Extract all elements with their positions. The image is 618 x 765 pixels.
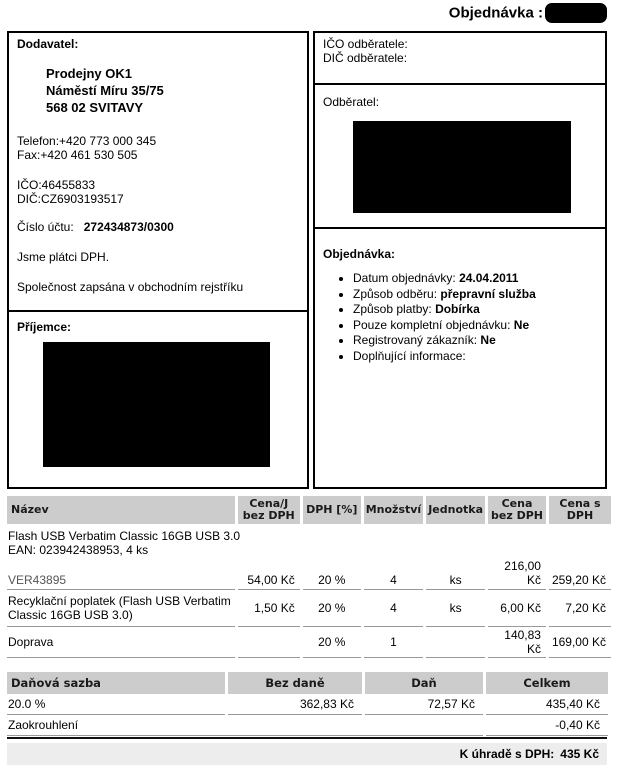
item-row-1-values xyxy=(7,558,611,590)
order-detail-registered: • Registrovaný zákazník: Ne xyxy=(353,333,597,349)
supplier-divider xyxy=(9,310,307,312)
item-2-qty: 4 xyxy=(364,590,423,627)
supplier-street: Náměstí Míru 35/75 xyxy=(46,83,164,98)
grand-total-label: K úhradě s DPH: xyxy=(459,747,555,761)
col-header-price-inc: Cena s DPH xyxy=(549,496,611,524)
item-3-price-inc: 169,00 Kč xyxy=(549,627,611,658)
item-1-price-ex: 216,00 Kč xyxy=(488,558,546,590)
supplier-dic: DIČ:CZ6903193517 xyxy=(17,192,124,206)
customer-box xyxy=(313,31,607,489)
tax-row-20 xyxy=(7,694,608,715)
item-2-vat: 20 % xyxy=(303,590,361,627)
document-header xyxy=(7,3,607,29)
tax-col-total: Celkem xyxy=(486,672,608,694)
rounding-value: -0,40 Kč xyxy=(486,715,608,736)
grand-total-value: 435 Kč xyxy=(560,747,599,761)
item-row-2 xyxy=(7,590,611,627)
supplier-ico: IČO:46455833 xyxy=(17,178,96,192)
account-number: 272434873/0300 xyxy=(83,220,174,234)
order-section-header: Objednávka: xyxy=(323,247,396,261)
tax-amount: 72,57 Kč xyxy=(365,694,483,715)
item-1-name: Flash USB Verbatim Classic 16GB USB 3.0 xyxy=(8,529,241,543)
item-1-price-inc: 259,20 Kč xyxy=(549,558,611,590)
col-header-vat: DPH [%] xyxy=(303,496,361,524)
account-label: Číslo účtu: xyxy=(17,220,74,234)
customer-dic-label: DIČ odběratele: xyxy=(323,51,408,65)
item-1-vat: 20 % xyxy=(303,558,361,590)
total-separator-rule xyxy=(7,737,607,739)
order-document xyxy=(7,0,607,765)
col-header-qty: Množství xyxy=(364,496,423,524)
recipient-header: Příjemce: xyxy=(17,320,72,334)
redacted-recipient-address xyxy=(43,342,270,467)
redacted-order-number xyxy=(545,3,607,23)
tax-summary-table xyxy=(4,672,611,736)
supplier-account xyxy=(17,220,299,234)
item-1-description xyxy=(7,524,611,558)
col-header-name: Název xyxy=(7,496,235,524)
tax-col-rate: Daňová sazba xyxy=(7,672,225,694)
tax-table-header-row xyxy=(7,672,608,694)
col-header-unit-price: Cena/J bez DPH xyxy=(238,496,300,524)
tax-col-base: Bez daně xyxy=(228,672,362,694)
item-1-unit: ks xyxy=(426,558,485,590)
item-2-name: Recyklační poplatek (Flash USB Verbatim Classic 16GB USB 3.0) xyxy=(7,590,235,627)
supplier-city: 568 02 SVITAVY xyxy=(46,100,144,115)
item-3-qty: 1 xyxy=(364,627,423,658)
items-table-header-row xyxy=(7,496,611,524)
col-header-price-ex: Cena bez DPH xyxy=(488,496,546,524)
supplier-address xyxy=(46,65,299,116)
items-table xyxy=(4,496,614,658)
customer-divider-2 xyxy=(315,227,605,229)
item-row-3 xyxy=(7,627,611,658)
order-detail-delivery: • Způsob odběru: přepravní služba xyxy=(353,287,597,303)
page-title: Objednávka : xyxy=(448,4,543,22)
customer-header: Odběratel: xyxy=(323,95,380,109)
tax-rate: 20.0 % xyxy=(7,694,225,715)
tax-total: 435,40 Kč xyxy=(486,694,608,715)
supplier-header: Dodavatel: xyxy=(17,37,79,51)
item-1-qty: 4 xyxy=(364,558,423,590)
tax-col-tax: Daň xyxy=(365,672,483,694)
vat-note: Jsme plátci DPH. xyxy=(17,250,110,264)
order-detail-date: • Datum objednávky: 24.04.2011 xyxy=(353,271,597,287)
customer-divider-1 xyxy=(315,83,605,85)
item-row-1-name xyxy=(7,524,611,558)
redacted-customer-address xyxy=(353,121,571,213)
item-2-price-inc: 7,20 Kč xyxy=(549,590,611,627)
supplier-box xyxy=(7,31,309,489)
order-detail-complete-only: • Pouze kompletní objednávku: Ne xyxy=(353,318,597,334)
supplier-phone: Telefon:+420 773 000 345 xyxy=(17,134,157,148)
col-header-unit: Jednotka xyxy=(426,496,485,524)
order-detail-extra-info: • Doplňující informace: xyxy=(353,349,597,365)
order-details-list xyxy=(323,271,597,364)
item-3-price-ex: 140,83 Kč xyxy=(488,627,546,658)
item-3-unit xyxy=(426,627,485,658)
item-1-sku: VER43895 xyxy=(7,558,235,590)
registry-note: Společnost zapsána v obchodním rejstříku xyxy=(17,280,244,294)
rounding-row xyxy=(7,715,608,736)
grand-total-bar xyxy=(7,743,607,765)
supplier-fax: Fax:+420 461 530 505 xyxy=(17,148,138,162)
info-boxes xyxy=(7,31,607,489)
order-detail-payment: • Způsob platby: Dobírka xyxy=(353,302,597,318)
item-1-unit-price: 54,00 Kč xyxy=(238,558,300,590)
customer-ico-label: IČO odběratele: xyxy=(323,37,408,51)
item-2-unit-price: 1,50 Kč xyxy=(238,590,300,627)
item-3-unit-price xyxy=(238,627,300,658)
item-3-name: Doprava xyxy=(7,627,235,658)
item-3-vat: 20 % xyxy=(303,627,361,658)
item-2-unit: ks xyxy=(426,590,485,627)
supplier-name: Prodejny OK1 xyxy=(46,66,132,81)
item-2-price-ex: 6,00 Kč xyxy=(488,590,546,627)
rounding-label: Zaokrouhlení xyxy=(7,715,483,736)
tax-base: 362,83 Kč xyxy=(228,694,362,715)
item-1-ean: EAN: 023942438953, 4 ks xyxy=(8,543,149,557)
